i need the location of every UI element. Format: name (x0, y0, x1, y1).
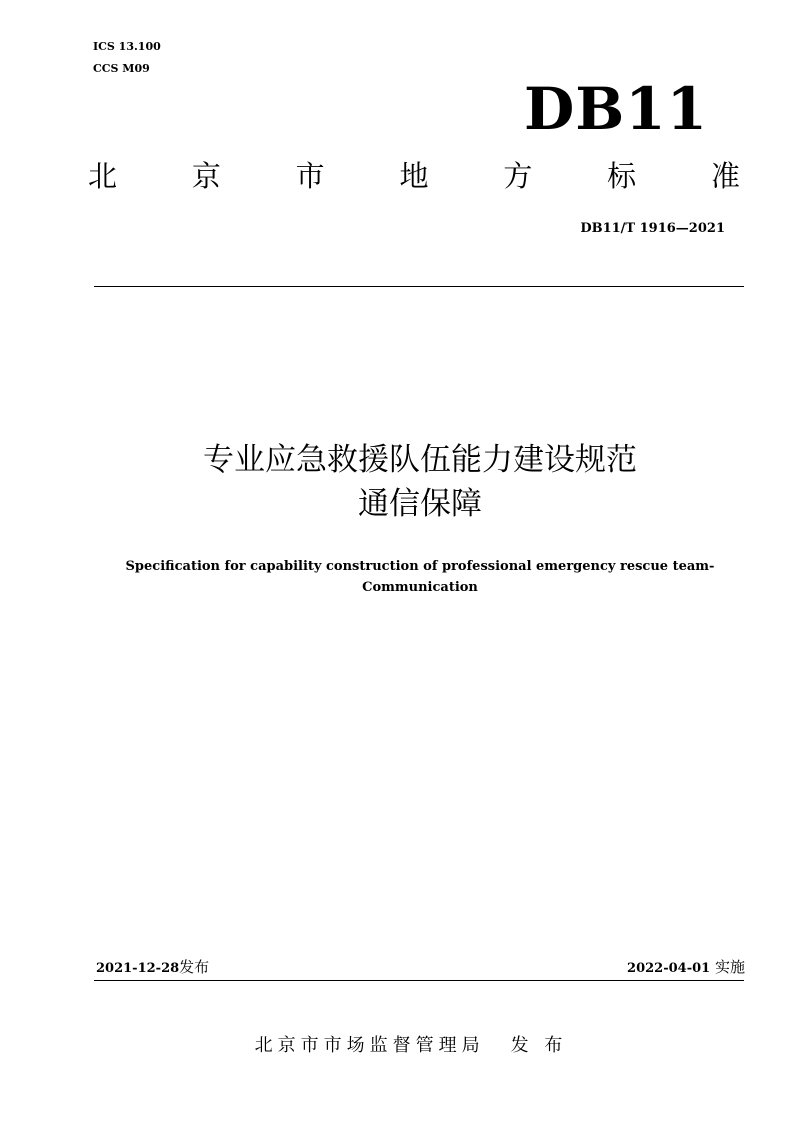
bottom-divider (94, 980, 744, 981)
implement-date: 2022-04-01 (627, 961, 711, 976)
standard-number: DB11/T 1916—2021 (580, 221, 725, 236)
db11-logo: DB11 (523, 75, 708, 143)
implement-date-line (627, 958, 745, 978)
org-char: 方 (503, 159, 533, 193)
publish-date-line (96, 958, 209, 978)
org-char: 地 (399, 159, 429, 193)
org-char: 标 (607, 159, 637, 193)
top-divider (94, 286, 744, 287)
issuer-name: 北京市市场监督管理局 (254, 1035, 485, 1056)
publish-label: 发布 (179, 958, 210, 976)
english-title: Specification for capability construction of professional emergency rescue team- Communication (125, 559, 715, 595)
org-char: 准 (710, 159, 740, 193)
issuer-action: 发 布 (510, 1035, 568, 1056)
chinese-title (0, 438, 800, 526)
chinese-title-line-1: 专业应急救援队伍能力建设规范 (203, 442, 637, 478)
issuer-line (0, 1034, 800, 1058)
org-char: 北 (88, 159, 118, 193)
chinese-title-line-2: 通信保障 (358, 486, 482, 522)
ics-code: ICS 13.100 (93, 40, 161, 53)
org-char: 京 (191, 159, 221, 193)
ccs-code: CCS M09 (93, 62, 150, 75)
publish-date: 2021-12-28 (96, 961, 180, 976)
standard-type-title (88, 156, 740, 196)
org-char: 市 (295, 159, 325, 193)
implement-label: 实施 (714, 958, 745, 976)
